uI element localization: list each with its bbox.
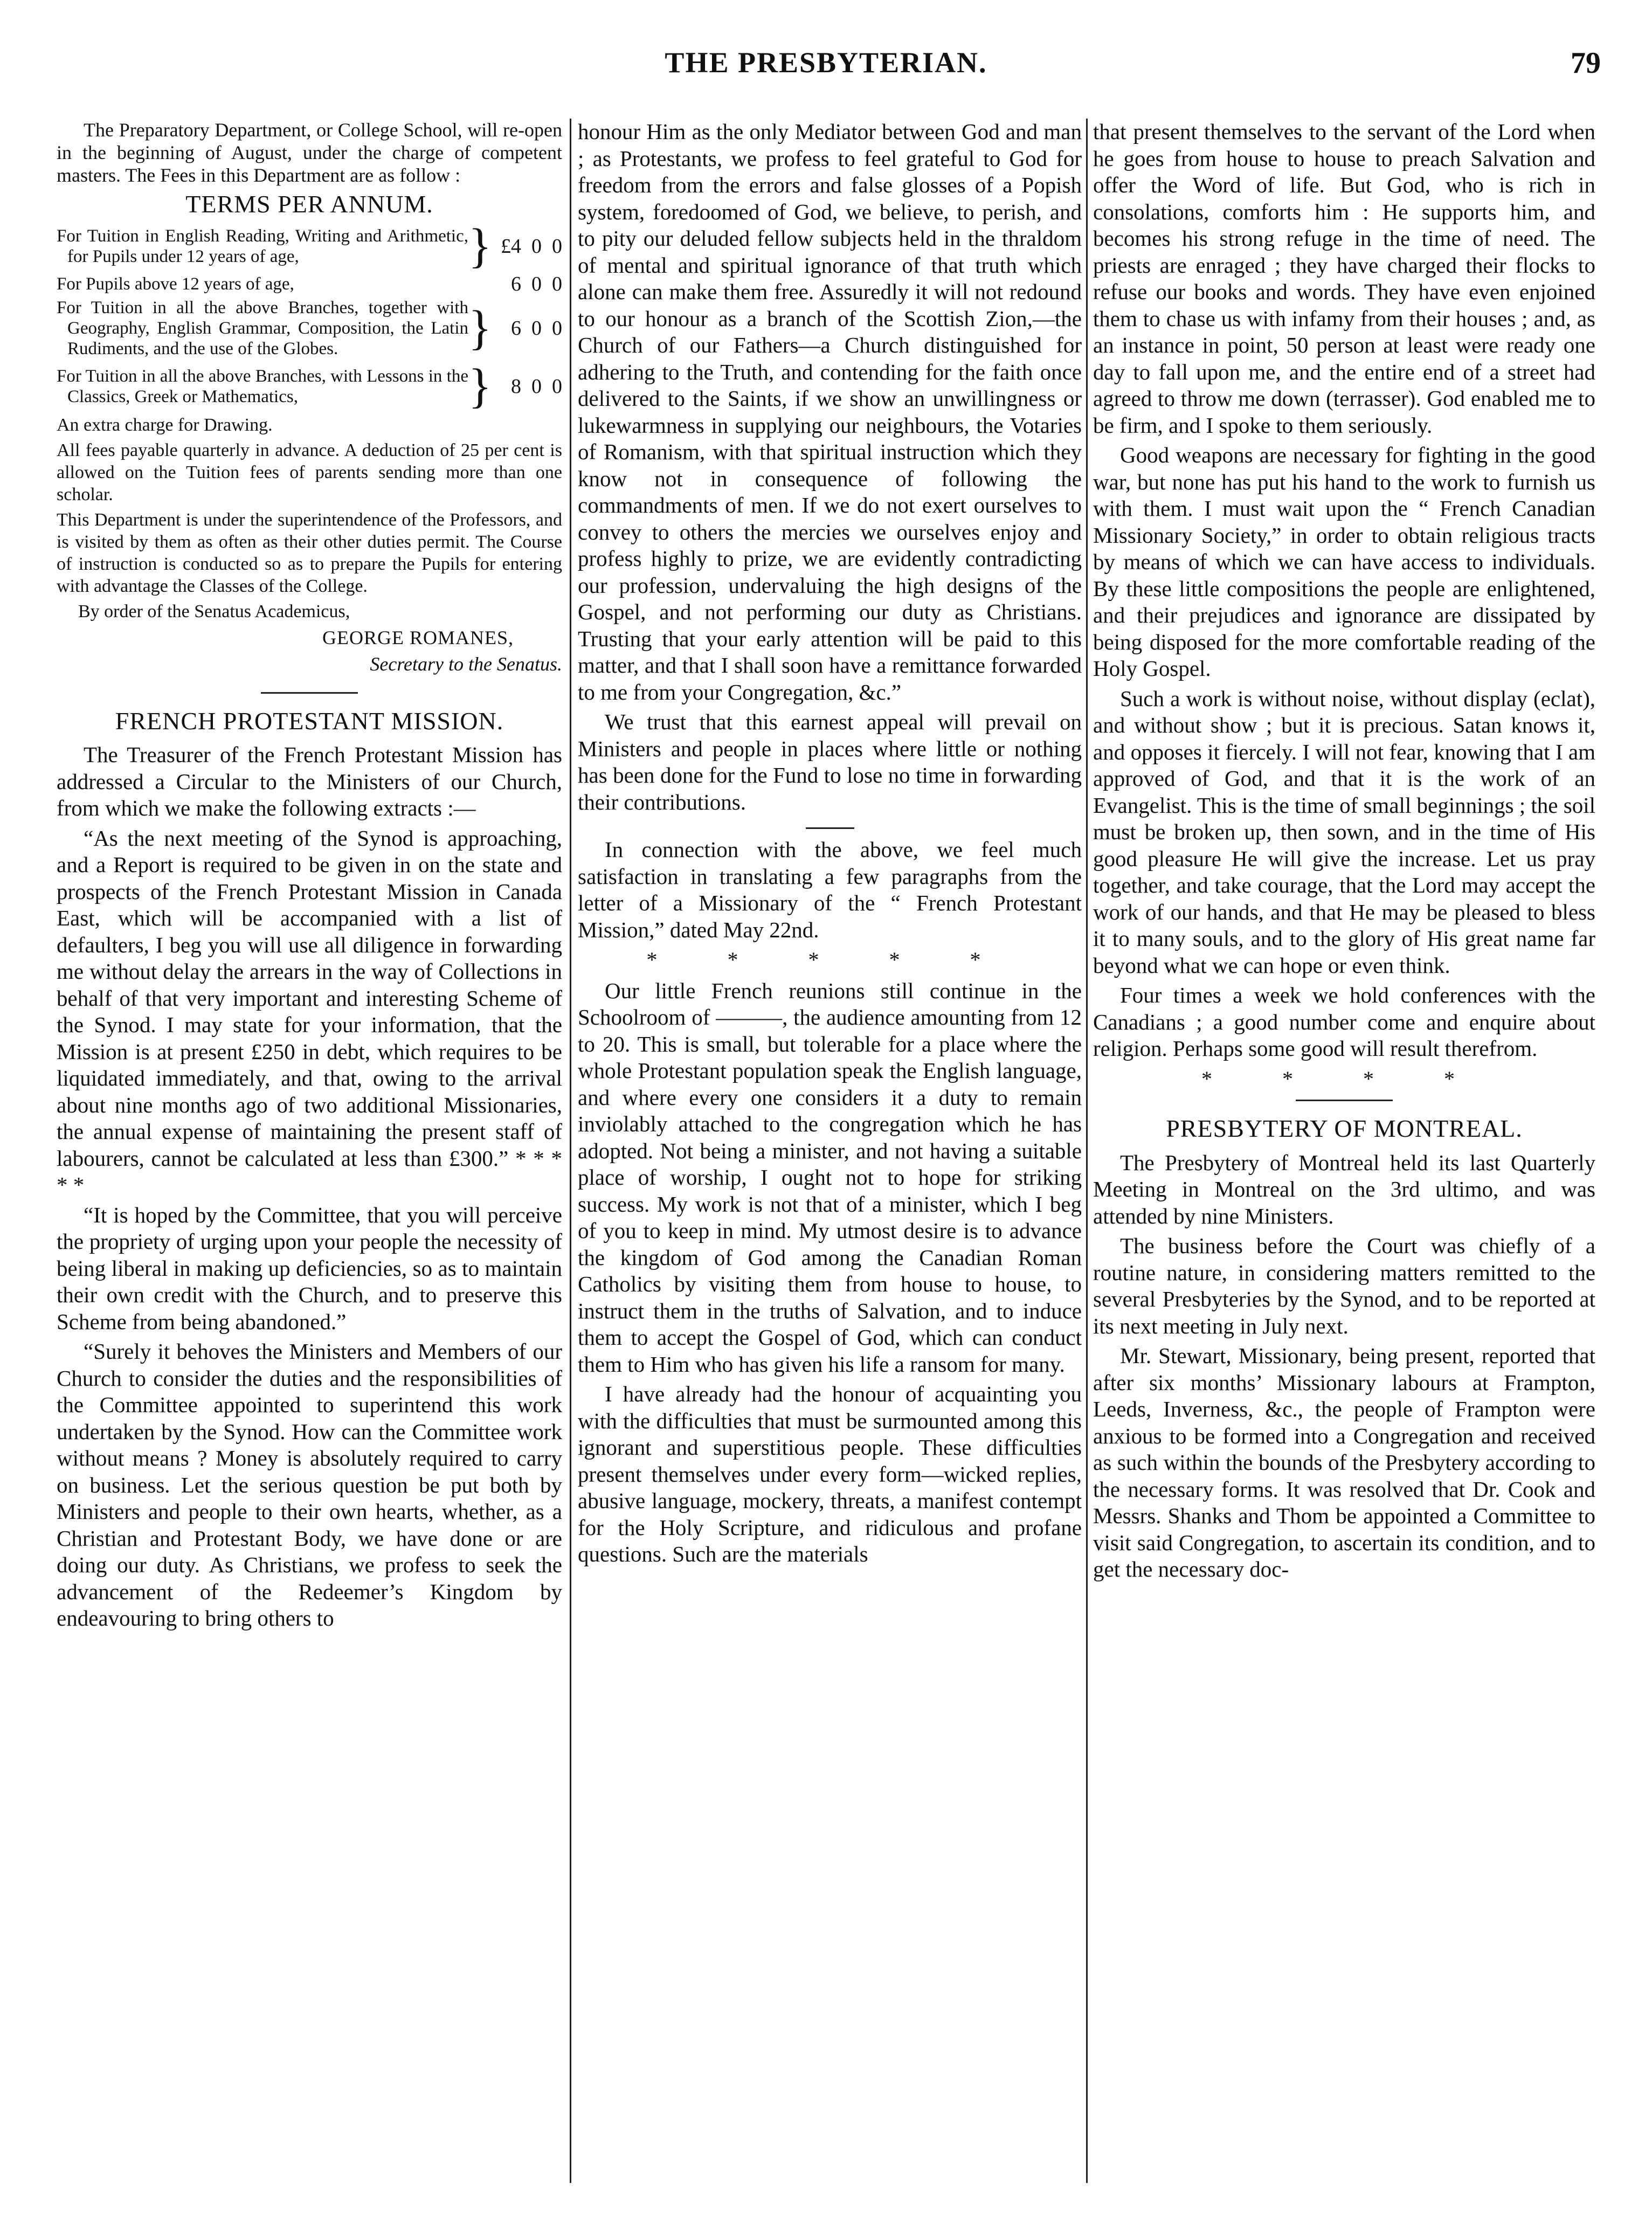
article-paragraph: I have already had the honour of acquainting you with the difficulties that must be surmounted among this ignorant and superstitious people. These difficulties present themselves under every form—wicked replies, abusive language, mockery, threats, a manifest contempt for the Holy Scripture, and ridiculous and profane questions. Such are the materials xyxy=(578,1381,1082,1566)
article-paragraph: Mr. Stewart, Missionary, being present, reported that after six months’ Missionary labours at Frampton, Leeds, Inverness, &c., the people of Frampton were anxious to be formed into a Congregation and received as such within the bounds of the Presbytery according to the necessary forms. It was resolved that Dr. Cook and Messrs. Shanks and Thom be appointed a Committee to visit said Congregation, to ascertain its condition, and to get the necessary doc- xyxy=(1093,1343,1595,1581)
section-divider xyxy=(261,692,358,694)
fee-description: For Pupils above 12 years of age, xyxy=(57,274,294,294)
fee-row xyxy=(57,219,562,273)
article-paragraph: honour Him as the only Mediator between God and man ; as Protestants, we profess to feel grateful to God for freedom from the errors and false glosses of a Popish system, foredoomed of God, we believe, to perish, and to pity our deluded fellow subjects held in the thraldom of mental and spiritual ignorance of that truth which alone can make them free. Assuredly it will not redound to our honour as a branch of the Scottish Zion,—the Church of our Fathers—a Church distinguished for adhering to the Truth, and contending for the faith once delivered to the Saints, if we show an unwillingness or lukewarmness in supplying our neighbours, the Votaries of Romanism, with that spiritual instruction which they know not in consequence of following the commandments of men. If we do not exert ourselves to convey to others the mercies we ourselves enjoy and profess highly to prize, we are evidently contradicting our profession, undervaluing the high designs of the Gospel, and not performing our duty as Christians. Trusting that your early attention will be paid to this matter, and that I shall soon have a remittance forwarded to me from your Congregation, &c.” xyxy=(578,119,1082,704)
terms-heading: TERMS PER ANNUM. xyxy=(185,190,433,218)
article-paragraph: In connection with the above, we feel much satisfaction in translating a few paragraphs from the letter of a Missionary of the “ French Protestant Mission,” dated May 22nd. xyxy=(578,837,1082,942)
column-2 xyxy=(578,119,1082,2188)
fee-amount: £4 0 0 xyxy=(501,234,562,258)
section-divider xyxy=(1296,1100,1393,1101)
section-title-french-mission: FRENCH PROTESTANT MISSION. xyxy=(115,707,504,735)
brace-glyph: } xyxy=(468,359,492,413)
article-paragraph: We trust that this earnest appeal will prevail on Ministers and people in places where little or nothing has been done for the Fund to lose no time in forwarding their contributions. xyxy=(578,709,1082,814)
article-paragraph: Such a work is without noise, without display (eclat), and without show ; but it is precious. Satan knows it, and opposes it fiercely. I will not fear, knowing that I am approved of God, and that it is the work of an Evangelist. This is the time of small beginnings ; the soil must be broken up, then sown, and in the time of His good pleasure He will give the increase. Let us pray together, and take courage, that the Lord may accept the work of our hands, and that He may be pleased to bless it to many souls, and to the glory of His great name far beyond what we can hope or even think. xyxy=(1093,686,1595,978)
article-paragraph: Four times a week we hold conferences with the Canadians ; a good number come and enquire about religion. Perhaps some good will result therefrom. xyxy=(1093,983,1595,1061)
fee-row xyxy=(57,274,562,294)
page-header xyxy=(0,46,1652,105)
article-paragraph: The business before the Court was chiefly of a routine nature, in considering matters remitted to the several Presbyteries by the Synod, and to be reported at its next meeting in July next. xyxy=(1093,1233,1595,1338)
brace-glyph: } xyxy=(468,219,492,273)
article-paragraph: “Surely it behoves the Ministers and Members of our Church to consider the duties and the responsibilities of the Committee appointed to superintend this work undertaken by the Synod. How can the Committee work without means ? Money is absolutely required to carry on business. Let the serious question be put both by Ministers and people to their own hearts, whether, as a Christian and Protestant Body, we have done or are doing our duty. As Christians, we profess to seek the advancement of the Redeemer’s Kingdom by endeavouring to bring others to xyxy=(57,1339,562,1630)
article-paragraph: “It is hoped by the Committee, that you will perceive the propriety of urging upon your people the necessity of being liberal in making up deficiencies, so as to maintain their own credit with the Church, and to preserve this Scheme from being abandoned.” xyxy=(57,1202,562,1334)
fee-note: An extra charge for Drawing. xyxy=(57,414,273,435)
ellipsis-stars: * * * * * xyxy=(646,948,1013,972)
fee-amount: 6 0 0 xyxy=(511,316,562,340)
column-3 xyxy=(1093,119,1595,2188)
brace-glyph: } xyxy=(468,301,492,355)
signature-title: Secretary to the Senatus. xyxy=(370,653,562,675)
article-paragraph: The Presbytery of Montreal held its last Quarterly Meeting in Montreal on the 3rd ultimo, and was attended by nine Ministers. xyxy=(1093,1150,1595,1228)
signature-intro: By order of the Senatus Academicus, xyxy=(78,601,350,621)
fee-description: For Tuition in all the above Branches, with Lessons in the Classics, Greek or Mathematics, xyxy=(57,366,468,406)
article-paragraph: Good weapons are necessary for fighting in the good war, but none has put his hand to the work to furnish us with them. I must wait upon the “ French Canadian Missionary Society,” in order to obtain religious tracts by means of which we can have access to individuals. By these little compositions the people are enlightened, and their prejudices and ignorance are dissipated by being disposed for the more comfortable reading of the Holy Gospel. xyxy=(1093,443,1595,681)
fee-row xyxy=(57,359,562,413)
college-school-notice: The Preparatory Department, or College School, will re-open in the beginning of August, under the charge of competent masters. The Fees in this Department are as follow : xyxy=(57,119,562,186)
signature-name: GEORGE ROMANES, xyxy=(322,626,514,648)
fee-row xyxy=(57,298,562,359)
section-title-presbytery: PRESBYTERY OF MONTREAL. xyxy=(1166,1115,1523,1142)
article-paragraph: The Treasurer of the French Protestant Mission has addressed a Circular to the Ministers of our Church, from which we make the following extracts :— xyxy=(57,742,562,820)
running-title: THE PRESBYTERIAN. xyxy=(665,46,987,79)
fee-note: This Department is under the superintendence of the Professors, and is visited by them as often as their other duties permit. The Course of instruction is conducted so as to prepare the Pupils for entering with advantage the Classes of the College. xyxy=(57,509,562,596)
fee-description: For Tuition in English Reading, Writing and Arithmetic, for Pupils under 12 years of age, xyxy=(57,226,468,266)
column-divider xyxy=(1086,119,1088,2183)
ellipsis-stars: * * * * xyxy=(1201,1066,1487,1091)
section-divider xyxy=(806,827,854,829)
fee-amount: 8 0 0 xyxy=(511,375,562,398)
fee-note: All fees payable quarterly in advance. A deduction of 25 per cent is allowed on the Tuition fees of parents sending more than one scholar. xyxy=(57,440,562,505)
article-paragraph: that present themselves to the servant of the Lord when he goes from house to house to preach Salvation and offer the Word of life. But God, who is rich in consolations, comforts him : He supports him, and becomes his strong refuge in the time of need. The priests are enraged ; they have charged their flocks to refuse our books and words. They have even enjoined them to chase us with infamy from their houses ; and, as an instance in point, 50 person at least were ready one day to fall upon me, and the entire end of a street had agreed to throw me down (terrasser). God enabled me to be firm, and I spoke to them seriously. xyxy=(1093,119,1595,438)
column-1 xyxy=(57,119,562,2188)
column-divider xyxy=(570,119,571,2183)
fee-description: For Tuition in all the above Branches, together with Geography, English Grammar, Composition, the Latin Rudiments, and the use of the Globes. xyxy=(57,298,468,358)
page-number: 79 xyxy=(1571,46,1601,80)
fee-amount: 6 0 0 xyxy=(511,272,562,295)
article-paragraph: “As the next meeting of the Synod is approaching, and a Report is required to be given in on the state and prospects of the French Protestant Mission in Canada East, which will be accompanied with a list of defaulters, I beg you will use all diligence in forwarding me without delay the arrears in the way of Collections in behalf of that very important and interesting Scheme of the Synod. I may state for your information, that the Mission is at present £250 in debt, which requires to be liquidated immediately, and that, owing to the arrival about nine months ago of two additional Missionaries, the annual expense of maintaining the present staff of labourers, cannot be calculated at less than £300.” * * * * * xyxy=(57,825,562,1197)
article-paragraph: Our little French reunions still continue in the Schoolroom of ———, the audience amounting from 12 to 20. This is small, but tolerable for a place where the whole Protestant population speak the English language, and where every one considers it a duty to remain inviolably attached to the congregation which he has adopted. Not being a minister, and not having a suitable place of worship, I ought not to hope for striking success. My work is not that of a minister, which I beg of you to keep in mind. My utmost desire is to advance the kingdom of God among the Canadian Roman Catholics by visiting them from house to house, to instruct them in the truths of Salvation, and to induce them to accept the Gospel of God, which can conduct them to Him who has given his life a ransom for many. xyxy=(578,978,1082,1377)
